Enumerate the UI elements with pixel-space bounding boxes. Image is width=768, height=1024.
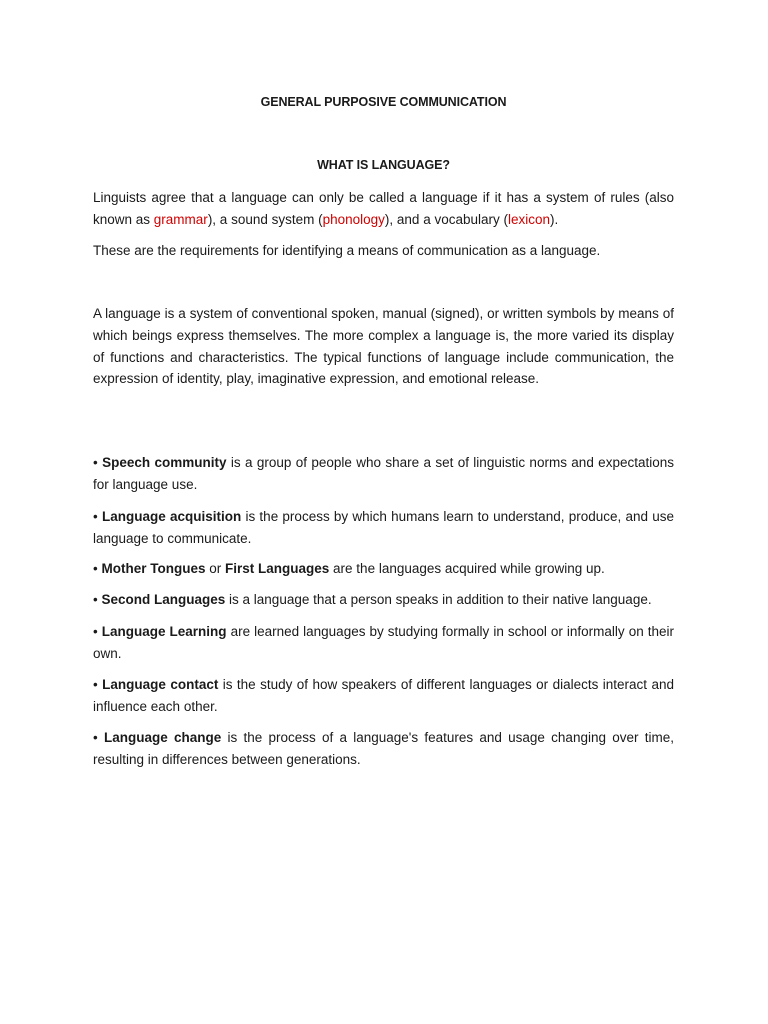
section-heading: WHAT IS LANGUAGE? <box>317 158 450 172</box>
grammar-term: grammar <box>153 211 208 227</box>
bullet-term: Speech community <box>102 455 227 470</box>
bullet-icon: • <box>93 561 98 576</box>
bullet-term: Language Learning <box>101 624 227 639</box>
bullet-text: are the languages acquired while growing up. <box>329 561 605 576</box>
lexicon-term: lexicon <box>507 211 551 227</box>
bullet-text: is the process by which humans learn to understand, produce, and use language to communicate. <box>93 509 674 546</box>
intro-text-1: Linguists agree that a language can only be called a language if it has a system of rules (also known as <box>93 190 674 227</box>
bullet-term: Language change <box>103 730 222 745</box>
bullet-icon: • <box>93 624 98 639</box>
intro-text-4: ). <box>550 211 559 227</box>
bullet-item-second-languages <box>93 589 674 611</box>
bullet-text: is a language that a person speaks in addition to their native language. <box>225 592 652 607</box>
bullet-text: is the process of a language's features and usage changing over time, resulting in differences between generations. <box>93 730 674 767</box>
bullet-icon: • <box>93 509 98 524</box>
bullet-icon: • <box>93 455 98 470</box>
bullet-term: Mother Tongues <box>101 561 206 576</box>
bullet-item-speech-community <box>93 452 674 496</box>
requirements-paragraph: These are the requirements for identifying a means of communication as a language. <box>93 243 601 258</box>
phonology-term: phonology <box>322 211 385 227</box>
intro-paragraph <box>93 187 674 231</box>
bullet-item-language-acquisition <box>93 506 674 550</box>
intro-text-2: ), a sound system ( <box>207 211 323 227</box>
bullet-term: Language contact <box>102 677 219 692</box>
intro-text-3: ), and a vocabulary ( <box>384 211 508 227</box>
bullet-term: Second Languages <box>101 592 226 607</box>
bullet-text: are learned languages by studying formally in school or informally on their own. <box>93 624 674 661</box>
definition-paragraph: A language is a system of conventional spoken, manual (signed), or written symbols by means of which beings express themselves. The more complex a language is, the more varied its display of functions and characteristics. The typical functions of language include communication, the expression of identity, play, imaginative expression, and emotional release. <box>93 306 674 387</box>
bullet-term: Language acquisition <box>101 509 242 524</box>
bullet-icon: • <box>93 677 98 692</box>
bullet-item-language-change <box>93 727 674 771</box>
bullet-text: is the study of how speakers of different languages or dialects interact and influence each other. <box>93 677 674 714</box>
bullet-item-language-contact <box>93 674 674 718</box>
bullet-icon: • <box>93 592 98 607</box>
bullet-connector: or <box>205 561 226 576</box>
bullet-item-mother-tongues <box>93 558 674 580</box>
document-title: GENERAL PURPOSIVE COMMUNICATION <box>260 95 507 109</box>
bullet-term-secondary: First Languages <box>225 561 330 576</box>
bullet-text: is a group of people who share a set of linguistic norms and expectations for language use. <box>93 455 674 492</box>
bullet-item-language-learning <box>93 621 674 665</box>
bullet-icon: • <box>93 730 98 745</box>
